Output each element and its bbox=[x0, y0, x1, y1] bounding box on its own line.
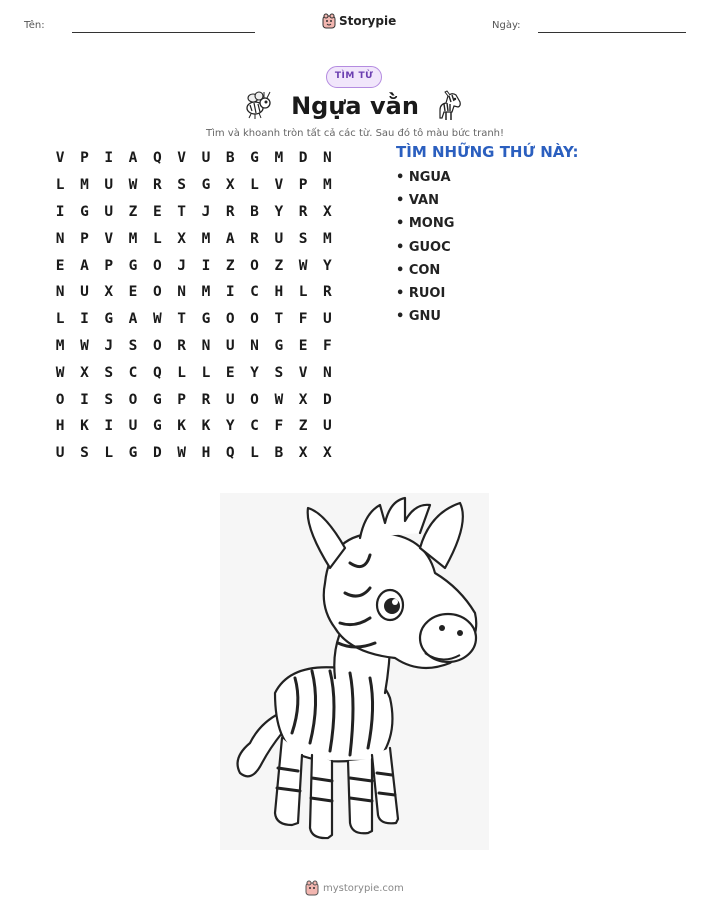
brand-name: Storypie bbox=[339, 14, 397, 28]
grid-letter[interactable]: W bbox=[274, 391, 284, 408]
grid-letter[interactable]: V bbox=[55, 150, 65, 167]
grid-letter[interactable]: I bbox=[55, 203, 65, 220]
name-field-line[interactable] bbox=[72, 32, 255, 33]
storypie-logo-icon bbox=[322, 13, 336, 29]
grid-letter[interactable]: O bbox=[225, 311, 235, 328]
grid-letter[interactable]: T bbox=[177, 311, 186, 328]
grid-letter[interactable]: A bbox=[80, 257, 89, 274]
grid-letter[interactable]: K bbox=[177, 418, 186, 435]
word-list bbox=[396, 170, 454, 332]
grid-letter[interactable]: E bbox=[225, 364, 235, 381]
grid-letter[interactable]: U bbox=[55, 445, 65, 462]
date-label: Ngày: bbox=[492, 20, 521, 31]
grid-letter[interactable]: P bbox=[298, 177, 308, 194]
grid-letter[interactable]: U bbox=[104, 177, 114, 194]
grid-letter[interactable]: F bbox=[274, 418, 284, 435]
grid-letter[interactable]: I bbox=[225, 284, 235, 301]
name-label: Tên: bbox=[24, 20, 45, 31]
grid-letter[interactable]: T bbox=[177, 203, 186, 220]
grid-letter[interactable]: N bbox=[55, 284, 65, 301]
grid-letter[interactable]: D bbox=[298, 150, 308, 167]
grid-letter[interactable]: I bbox=[80, 391, 89, 408]
grid-letter[interactable]: N bbox=[323, 364, 332, 381]
zebra-illustration bbox=[220, 493, 489, 850]
grid-letter[interactable]: U bbox=[80, 284, 89, 301]
grid-letter[interactable]: X bbox=[104, 284, 114, 301]
grid-row bbox=[48, 199, 340, 226]
grid-letter[interactable]: F bbox=[298, 311, 308, 328]
grid-letter[interactable]: M bbox=[323, 230, 332, 247]
grid-letter[interactable]: P bbox=[104, 257, 114, 274]
grid-letter[interactable]: P bbox=[80, 150, 89, 167]
grid-letter[interactable]: N bbox=[177, 284, 186, 301]
grid-letter[interactable]: C bbox=[250, 418, 259, 435]
grid-letter[interactable]: L bbox=[177, 364, 186, 381]
grid-letter[interactable]: M bbox=[323, 177, 332, 194]
grid-letter[interactable]: J bbox=[104, 337, 114, 354]
footer bbox=[305, 880, 404, 896]
grid-letter[interactable]: L bbox=[55, 177, 65, 194]
grid-letter[interactable]: D bbox=[323, 391, 332, 408]
grid-row bbox=[48, 359, 340, 386]
grid-letter[interactable]: Q bbox=[152, 150, 162, 167]
letter-grid bbox=[48, 145, 340, 467]
grid-letter[interactable]: W bbox=[298, 257, 308, 274]
grid-letter[interactable]: B bbox=[250, 203, 259, 220]
grid-letter[interactable]: X bbox=[323, 445, 332, 462]
grid-letter[interactable]: W bbox=[177, 445, 186, 462]
grid-letter[interactable]: K bbox=[80, 418, 89, 435]
grid-letter[interactable]: S bbox=[128, 337, 138, 354]
grid-letter[interactable]: U bbox=[225, 337, 235, 354]
grid-letter[interactable]: N bbox=[250, 337, 259, 354]
word-item: • RUOI bbox=[396, 285, 446, 301]
word-item: • CON bbox=[396, 262, 441, 278]
grid-letter[interactable]: V bbox=[274, 177, 284, 194]
grid-letter[interactable]: R bbox=[250, 230, 259, 247]
grid-letter[interactable]: X bbox=[298, 445, 308, 462]
grid-letter[interactable]: G bbox=[104, 311, 114, 328]
grid-letter[interactable]: Z bbox=[128, 203, 138, 220]
word-search-badge: TÌM TỪ bbox=[326, 66, 382, 88]
grid-letter[interactable]: Z bbox=[298, 418, 308, 435]
grid-letter[interactable]: K bbox=[201, 418, 211, 435]
grid-letter[interactable]: L bbox=[250, 445, 259, 462]
grid-letter[interactable]: M bbox=[201, 230, 211, 247]
grid-letter[interactable]: N bbox=[201, 337, 211, 354]
grid-letter[interactable]: N bbox=[55, 230, 65, 247]
grid-letter[interactable]: M bbox=[274, 150, 284, 167]
grid-letter[interactable]: S bbox=[80, 445, 89, 462]
grid-letter[interactable]: P bbox=[177, 391, 186, 408]
grid-letter[interactable]: C bbox=[250, 284, 259, 301]
grid-letter[interactable]: G bbox=[152, 391, 162, 408]
grid-letter[interactable]: Q bbox=[225, 445, 235, 462]
grid-letter[interactable]: C bbox=[128, 364, 138, 381]
grid-letter[interactable]: R bbox=[225, 203, 235, 220]
grid-letter[interactable]: W bbox=[152, 311, 162, 328]
grid-letter[interactable]: X bbox=[177, 230, 186, 247]
brand-logo bbox=[322, 13, 396, 29]
grid-letter[interactable]: F bbox=[323, 337, 332, 354]
grid-letter[interactable]: H bbox=[55, 418, 65, 435]
grid-letter[interactable]: I bbox=[80, 311, 89, 328]
grid-letter[interactable]: G bbox=[201, 311, 211, 328]
grid-letter[interactable]: R bbox=[323, 284, 332, 301]
grid-letter[interactable]: S bbox=[104, 364, 114, 381]
grid-letter[interactable]: T bbox=[274, 311, 284, 328]
grid-row bbox=[48, 145, 340, 172]
grid-letter[interactable]: J bbox=[201, 203, 211, 220]
grid-letter[interactable]: O bbox=[250, 391, 259, 408]
word-item: • MONG bbox=[396, 216, 455, 232]
grid-letter[interactable]: J bbox=[177, 257, 186, 274]
grid-letter[interactable]: S bbox=[177, 177, 186, 194]
grid-row bbox=[48, 386, 340, 413]
word-item: • VAN bbox=[396, 193, 439, 209]
grid-letter[interactable]: S bbox=[104, 391, 114, 408]
grid-letter[interactable]: O bbox=[152, 284, 162, 301]
grid-letter[interactable]: G bbox=[201, 177, 211, 194]
grid-letter[interactable]: M bbox=[80, 177, 89, 194]
grid-letter[interactable]: P bbox=[80, 230, 89, 247]
grid-letter[interactable]: L bbox=[55, 311, 65, 328]
grid-letter[interactable]: V bbox=[177, 150, 186, 167]
grid-letter[interactable]: Z bbox=[225, 257, 235, 274]
grid-letter[interactable]: L bbox=[250, 177, 259, 194]
grid-letter[interactable]: I bbox=[201, 257, 211, 274]
grid-letter[interactable]: E bbox=[128, 284, 138, 301]
grid-letter[interactable]: E bbox=[152, 203, 162, 220]
grid-letter[interactable]: L bbox=[104, 445, 114, 462]
date-field-line[interactable] bbox=[538, 32, 686, 33]
grid-letter[interactable]: U bbox=[128, 418, 138, 435]
grid-letter[interactable]: G bbox=[128, 257, 138, 274]
grid-letter[interactable]: H bbox=[274, 284, 284, 301]
grid-letter[interactable]: W bbox=[128, 177, 138, 194]
grid-letter[interactable]: X bbox=[80, 364, 89, 381]
grid-letter[interactable]: X bbox=[298, 391, 308, 408]
grid-letter[interactable]: I bbox=[104, 150, 114, 167]
grid-letter[interactable]: I bbox=[104, 418, 114, 435]
grid-letter[interactable]: B bbox=[274, 445, 284, 462]
grid-row bbox=[48, 333, 340, 360]
word-item: • GNU bbox=[396, 309, 441, 325]
grid-letter[interactable]: U bbox=[323, 311, 332, 328]
grid-letter[interactable]: Z bbox=[274, 257, 284, 274]
grid-letter[interactable]: S bbox=[298, 230, 308, 247]
grid-letter[interactable]: Y bbox=[225, 418, 235, 435]
word-list-heading: TÌM NHỮNG THỨ NÀY: bbox=[396, 143, 579, 161]
grid-letter[interactable]: H bbox=[201, 445, 211, 462]
instructions: Tìm và khoanh tròn tất cả các từ. Sau đó tô màu bức tranh! bbox=[205, 128, 505, 139]
grid-letter[interactable]: O bbox=[128, 391, 138, 408]
grid-letter[interactable]: A bbox=[128, 150, 138, 167]
grid-letter[interactable]: O bbox=[250, 311, 259, 328]
grid-letter[interactable]: A bbox=[225, 230, 235, 247]
word-item: • GUOC bbox=[396, 239, 451, 255]
grid-letter[interactable]: M bbox=[128, 230, 138, 247]
grid-letter[interactable]: U bbox=[323, 418, 332, 435]
grid-letter[interactable]: O bbox=[250, 257, 259, 274]
grid-row bbox=[48, 279, 340, 306]
page-title: Ngựa vằn bbox=[291, 92, 419, 120]
grid-row bbox=[48, 252, 340, 279]
grid-letter[interactable]: O bbox=[152, 257, 162, 274]
grid-letter[interactable]: O bbox=[55, 391, 65, 408]
grid-letter[interactable]: Y bbox=[250, 364, 259, 381]
grid-letter[interactable]: W bbox=[80, 337, 89, 354]
grid-letter[interactable]: G bbox=[152, 418, 162, 435]
grid-letter[interactable]: V bbox=[298, 364, 308, 381]
grid-row bbox=[48, 225, 340, 252]
grid-letter[interactable]: L bbox=[201, 364, 211, 381]
grid-letter[interactable]: L bbox=[152, 230, 162, 247]
grid-letter[interactable]: A bbox=[128, 311, 138, 328]
grid-letter[interactable]: Y bbox=[323, 257, 332, 274]
grid-letter[interactable]: Q bbox=[152, 364, 162, 381]
grid-row bbox=[48, 172, 340, 199]
grid-letter[interactable]: R bbox=[201, 391, 211, 408]
grid-letter[interactable]: R bbox=[152, 177, 162, 194]
grid-letter[interactable]: W bbox=[55, 364, 65, 381]
grid-letter[interactable]: U bbox=[225, 391, 235, 408]
grid-letter[interactable]: G bbox=[250, 150, 259, 167]
grid-letter[interactable]: X bbox=[225, 177, 235, 194]
grid-letter[interactable]: E bbox=[298, 337, 308, 354]
grid-letter[interactable]: O bbox=[152, 337, 162, 354]
grid-letter[interactable]: M bbox=[201, 284, 211, 301]
grid-letter[interactable]: M bbox=[55, 337, 65, 354]
grid-letter[interactable]: L bbox=[298, 284, 308, 301]
grid-letter[interactable]: N bbox=[323, 150, 332, 167]
grid-letter[interactable]: B bbox=[225, 150, 235, 167]
grid-row bbox=[48, 440, 340, 467]
word-item: • NGUA bbox=[396, 170, 451, 185]
grid-letter[interactable]: U bbox=[104, 203, 114, 220]
grid-letter[interactable]: U bbox=[201, 150, 211, 167]
grid-letter[interactable]: S bbox=[274, 364, 284, 381]
grid-letter[interactable]: X bbox=[323, 203, 332, 220]
zebra-icon bbox=[434, 90, 466, 122]
grid-letter[interactable]: R bbox=[177, 337, 186, 354]
grid-letter[interactable]: Y bbox=[274, 203, 284, 220]
storypie-logo-icon bbox=[305, 880, 319, 896]
grid-letter[interactable]: G bbox=[80, 203, 89, 220]
grid-row bbox=[48, 306, 340, 333]
footer-url[interactable]: mystorypie.com bbox=[323, 882, 404, 894]
grid-letter[interactable]: V bbox=[104, 230, 114, 247]
grid-letter[interactable]: E bbox=[55, 257, 65, 274]
grid-letter[interactable]: G bbox=[274, 337, 284, 354]
grid-row bbox=[48, 413, 340, 440]
zebra-coloring-picture bbox=[220, 493, 489, 850]
grid-letter[interactable]: R bbox=[298, 203, 308, 220]
grid-letter[interactable]: D bbox=[152, 445, 162, 462]
grid-letter[interactable]: U bbox=[274, 230, 284, 247]
grid-letter[interactable]: G bbox=[128, 445, 138, 462]
